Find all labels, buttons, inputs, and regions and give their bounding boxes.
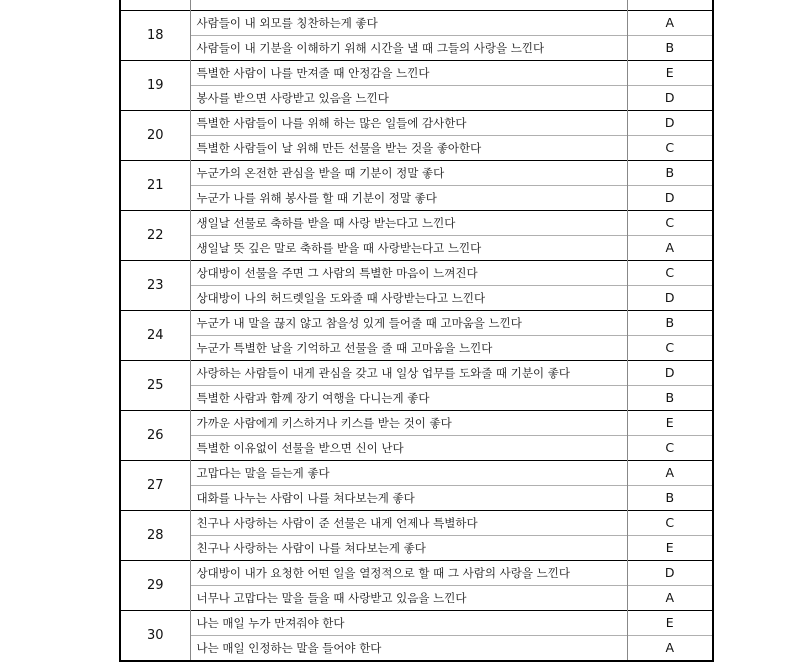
answer-letter: D	[627, 561, 713, 586]
table-row	[120, 311, 713, 336]
table-row	[120, 386, 713, 411]
statement-text: 사랑하는 사람들이 내게 관심을 갖고 내 일상 업무를 도와줄 때 기분이 좋다	[190, 361, 627, 386]
statement-text: 특별한 사람이 나를 만져줄 때 안정감을 느낀다	[190, 61, 627, 86]
answer-letter: D	[627, 86, 713, 111]
statement-text: 친구나 사랑하는 사람이 나를 쳐다보는게 좋다	[190, 536, 627, 561]
table-row	[120, 336, 713, 361]
answer-letter: A	[627, 586, 713, 611]
table-row	[120, 161, 713, 186]
answer-letter: B	[627, 311, 713, 336]
statement-text: 특별한 사람들이 나를 위해 하는 많은 일들에 감사한다	[190, 111, 627, 136]
table-row	[120, 436, 713, 461]
statement-text: 누군가 특별한 날을 기억하고 선물을 줄 때 고마움을 느낀다	[190, 336, 627, 361]
table-top-edge	[120, 0, 713, 11]
question-number: 27	[120, 461, 190, 511]
table-row	[120, 236, 713, 261]
question-number: 25	[120, 361, 190, 411]
statement-text: 상대방이 선물을 주면 그 사람의 특별한 마음이 느껴진다	[190, 261, 627, 286]
statement-text: 너무나 고맙다는 말을 들을 때 사랑받고 있음을 느낀다	[190, 586, 627, 611]
table-row	[120, 486, 713, 511]
statement-text: 누군가의 온전한 관심을 받을 때 기분이 정말 좋다	[190, 161, 627, 186]
statement-text: 사람들이 내 기분을 이해하기 위해 시간을 낼 때 그들의 사랑을 느낀다	[190, 36, 627, 61]
table-row	[120, 186, 713, 211]
question-number: 29	[120, 561, 190, 611]
answer-letter: B	[627, 386, 713, 411]
table-row	[120, 586, 713, 611]
table-row	[120, 511, 713, 536]
statement-text: 특별한 사람과 함께 장기 여행을 다니는게 좋다	[190, 386, 627, 411]
statement-text: 고맙다는 말을 듣는게 좋다	[190, 461, 627, 486]
statement-text: 봉사를 받으면 사랑받고 있음을 느낀다	[190, 86, 627, 111]
answer-letter: C	[627, 136, 713, 161]
table-row	[120, 611, 713, 636]
statement-text: 상대방이 나의 허드렛일을 도와줄 때 사랑받는다고 느낀다	[190, 286, 627, 311]
answer-letter: E	[627, 611, 713, 636]
table-row	[120, 136, 713, 161]
table-row	[120, 261, 713, 286]
answer-letter: C	[627, 211, 713, 236]
statement-text: 가까운 사람에게 키스하거나 키스를 받는 것이 좋다	[190, 411, 627, 436]
table-row	[120, 536, 713, 561]
answer-letter: C	[627, 436, 713, 461]
answer-letter: A	[627, 11, 713, 36]
table-row	[120, 361, 713, 386]
table-row	[120, 561, 713, 586]
answer-letter: C	[627, 511, 713, 536]
question-number: 28	[120, 511, 190, 561]
answer-letter: A	[627, 236, 713, 261]
questionnaire-sheet	[119, 0, 712, 659]
table-row	[120, 211, 713, 236]
answer-letter: B	[627, 486, 713, 511]
statement-text: 누군가 내 말을 끊지 않고 참을성 있게 들어줄 때 고마움을 느낀다	[190, 311, 627, 336]
answer-letter: D	[627, 286, 713, 311]
answer-letter: E	[627, 61, 713, 86]
question-number: 20	[120, 111, 190, 161]
answer-letter: B	[627, 161, 713, 186]
table-row	[120, 61, 713, 86]
table-row	[120, 461, 713, 486]
question-number: 24	[120, 311, 190, 361]
statement-text: 사람들이 내 외모를 칭찬하는게 좋다	[190, 11, 627, 36]
statement-text: 특별한 사람들이 날 위해 만든 선물을 받는 것을 좋아한다	[190, 136, 627, 161]
question-number: 19	[120, 61, 190, 111]
table-row	[120, 636, 713, 662]
questionnaire-table	[119, 0, 714, 662]
table-row	[120, 286, 713, 311]
statement-text: 친구나 사랑하는 사람이 준 선물은 내게 언제나 특별하다	[190, 511, 627, 536]
answer-letter: E	[627, 536, 713, 561]
statement-text: 생일날 뜻 깊은 말로 축하를 받을 때 사랑받는다고 느낀다	[190, 236, 627, 261]
answer-letter: B	[627, 36, 713, 61]
table-row	[120, 86, 713, 111]
table-row	[120, 36, 713, 61]
statement-text: 나는 매일 누가 만져줘야 한다	[190, 611, 627, 636]
table-row	[120, 411, 713, 436]
answer-letter: D	[627, 186, 713, 211]
answer-letter: C	[627, 336, 713, 361]
statement-text: 특별한 이유없이 선물을 받으면 신이 난다	[190, 436, 627, 461]
statement-text: 대화를 나누는 사람이 나를 쳐다보는게 좋다	[190, 486, 627, 511]
questionnaire-rows	[120, 0, 713, 661]
statement-text: 생일날 선물로 축하를 받을 때 사랑 받는다고 느낀다	[190, 211, 627, 236]
question-number: 21	[120, 161, 190, 211]
question-number: 18	[120, 11, 190, 61]
answer-letter: A	[627, 636, 713, 662]
question-number: 22	[120, 211, 190, 261]
answer-letter: D	[627, 111, 713, 136]
answer-letter: E	[627, 411, 713, 436]
table-row	[120, 11, 713, 36]
question-number: 26	[120, 411, 190, 461]
table-row	[120, 111, 713, 136]
answer-letter: A	[627, 461, 713, 486]
statement-text: 누군가 나를 위해 봉사를 할 때 기분이 정말 좋다	[190, 186, 627, 211]
question-number: 30	[120, 611, 190, 662]
answer-letter: C	[627, 261, 713, 286]
statement-text: 나는 매일 인정하는 말을 들어야 한다	[190, 636, 627, 662]
statement-text: 상대방이 내가 요청한 어떤 일을 열정적으로 할 때 그 사람의 사랑을 느낀다	[190, 561, 627, 586]
question-number: 23	[120, 261, 190, 311]
answer-letter: D	[627, 361, 713, 386]
